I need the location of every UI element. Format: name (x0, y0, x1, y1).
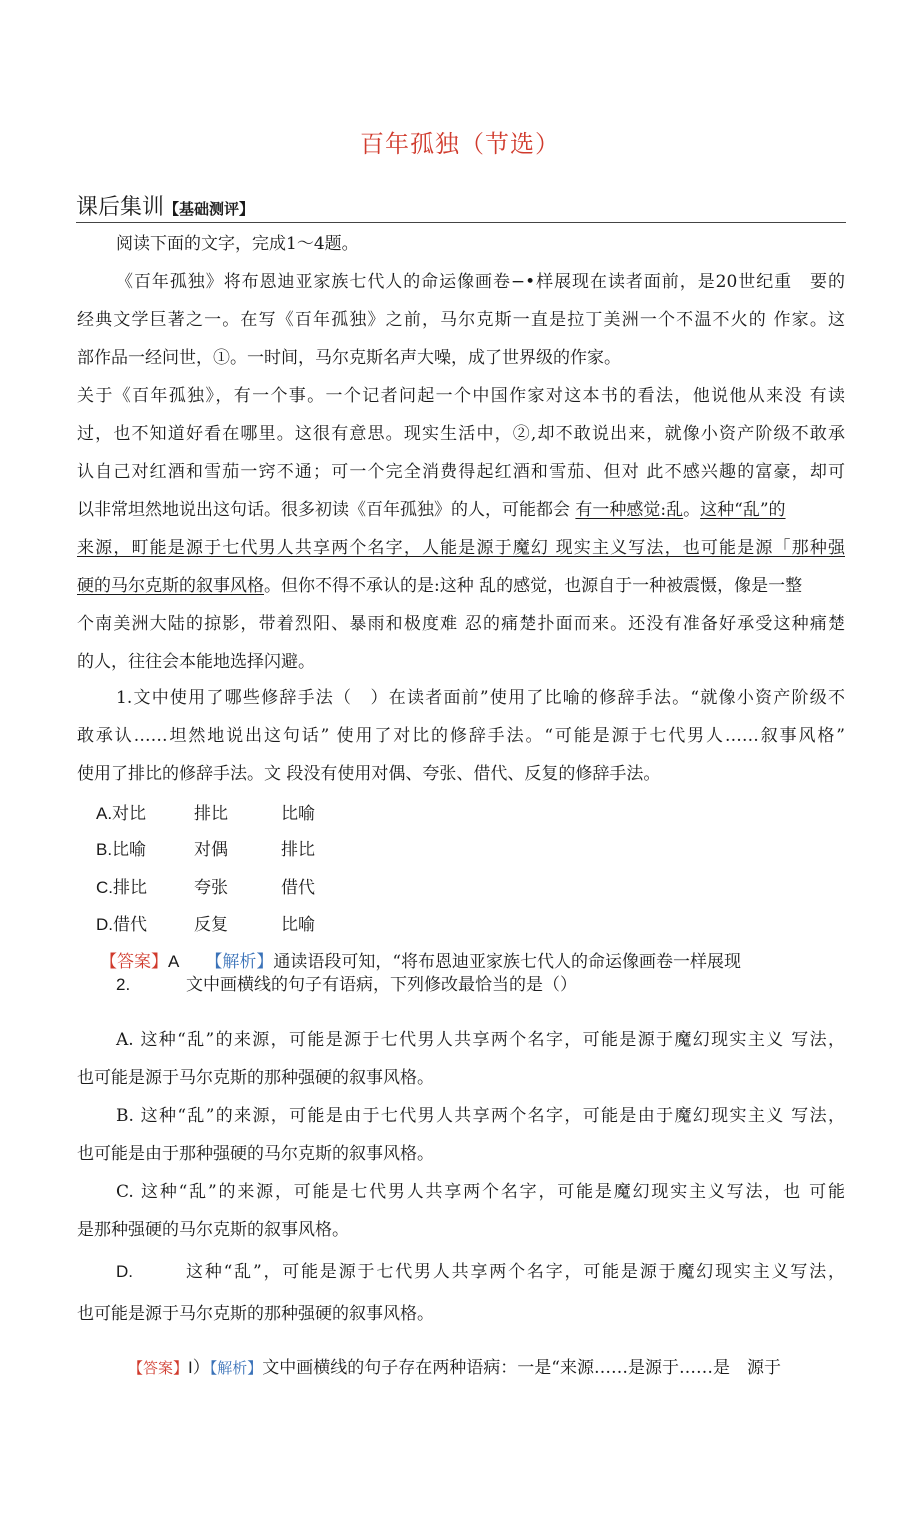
analysis-text: 文中画横线的句子存在两种语病：一是“来源……是源于……是 源于 (262, 1358, 781, 1378)
answer-value: I） (188, 1358, 210, 1377)
underlined-sentence: 这种“乱”的 (700, 500, 786, 520)
option-b-text: 也可能是由于那种强硬的马尔克斯的叙事风格。 (77, 1144, 434, 1164)
answer-value: A (168, 952, 180, 971)
option-a-item: 比喻 (281, 804, 315, 824)
passage-line (77, 574, 845, 598)
section-subtitle: 【基础测评】 (164, 200, 255, 218)
section-header (76, 190, 846, 223)
option-d-label: D.借代 (96, 915, 147, 934)
passage-line: 部作品一经问世，①。一时间，马尔克斯名声大噪，成了世界级的作家。 (77, 348, 621, 368)
passage-line: 认自己对红酒和雪茄一窍不通；可一个完全消费得起红酒和雪茄、但对 此不感兴趣的富豪，却可 (77, 462, 845, 482)
option-d-item: 比喻 (281, 915, 315, 935)
question-1-stem: 1.文中使用了哪些修辞手法（ ）在读者面前”使用了比喻的修辞手法。“就像小资产阶级不 (116, 688, 845, 708)
option-b-item: 排比 (281, 840, 315, 860)
option-d-label: D. (116, 1262, 133, 1281)
page-title: 百年孤独（节选） (360, 130, 560, 158)
answer-line-2 (128, 1356, 781, 1380)
analysis-tag: 【解析】 (205, 952, 274, 972)
question-2-number: 2. (116, 975, 131, 994)
option-a-item: 排比 (194, 804, 228, 824)
option-b-item: 对偶 (194, 840, 228, 860)
option-c-item: 夸张 (194, 878, 228, 898)
question-1-stem: 使用了排比的修辞手法。文 段没有使用对偶、夸张、借代、反复的修辞手法。 (77, 764, 661, 784)
passage-line: 个南美洲大陆的掠影，带着烈阳、暴雨和极度难 忍的痛楚扑面而来。还没有准备好承受这种痛楚 (77, 614, 845, 634)
reading-instruction: 阅读下面的文字，完成1〜4题。 (116, 234, 359, 254)
passage-text: 。 (683, 500, 701, 520)
answer-tag: 【答案】 (128, 1359, 189, 1377)
option-a-label: A.对比 (96, 804, 147, 823)
question-1-stem: 敢承认……坦然地说出这句话” 使用了对比的修辞手法。“可能是源于七代男人……叙事风格” (77, 726, 845, 746)
underlined-sentence: 硬的马尔克斯的叙事风格 (77, 576, 264, 596)
answer-line-1 (100, 950, 741, 974)
passage-text: 。但你不得不承认的是:这种 乱的感觉，也源自于一种被震慑，像是一整 (264, 576, 803, 596)
option-c-text: C. 这种“乱”的来源，可能是七代男人共享两个名字，可能是魔幻现实主义写法，也 可能 (116, 1182, 845, 1202)
option-d-text: 这种“乱”，可能是源于七代男人共享两个名字，可能是源于魔幻现实主义写法， (186, 1262, 845, 1282)
option-d-item: 反复 (194, 915, 228, 935)
passage-line: 关于《百年孤独》，有一个事。一个记者问起一个中国作家对这本书的看法，他说他从来没 有读 (77, 386, 845, 406)
option-c-text: 是那种强硬的马尔克斯的叙事风格。 (77, 1220, 349, 1240)
section-title: 课后集训 (76, 195, 165, 220)
option-b-text: B. 这种“乱”的来源，可能是由于七代男人共享两个名字，可能是由于魔幻现实主义 写法， (116, 1106, 845, 1126)
passage-line: 的人，往往会本能地选择闪避。 (77, 652, 315, 672)
answer-tag: 【答案】 (100, 952, 168, 972)
passage-line: 过，也不知道好看在哪里。这很有意思。现实生活中，②,却不敢说出来，就像小资产阶级不敢承 (77, 424, 845, 444)
analysis-text: 通读语段可知，“将布恩迪亚家族七代人的命运像画卷一样展现 (273, 952, 742, 972)
question-2-stem: 文中画横线的句子有语病，下列修改最恰当的是（） (186, 975, 577, 995)
option-c-label: C.排比 (96, 878, 147, 897)
passage-line: 《百年孤独》将布恩迪亚家族七代人的命运像画卷−•样展现在读者面前，是20世纪重 要的 (116, 272, 845, 292)
option-d-text: 也可能是源于马尔克斯的那种强硬的叙事风格。 (77, 1304, 434, 1324)
option-a-text: 也可能是源于马尔克斯的那种强硬的叙事风格。 (77, 1068, 434, 1088)
analysis-tag: 【解析】 (209, 1359, 263, 1377)
underlined-sentence: 来源，町能是源于七代男人共享两个名字，人能是源于魔幻 现实主义写法，也可能是源「那种强 (77, 538, 845, 558)
option-c-item: 借代 (281, 878, 315, 898)
underlined-text: 有一种感觉:乱 (575, 500, 684, 520)
passage-line (77, 498, 845, 522)
option-b-label: B.比喻 (96, 840, 147, 859)
passage-line: 经典文学巨著之一。在写《百年孤独》之前，马尔克斯一直是拉丁美洲一个不温不火的 作家。这 (77, 310, 845, 330)
option-a-text: A. 这种“乱”的来源，可能是源于七代男人共享两个名字，可能是源于魔幻现实主义 写法， (116, 1030, 845, 1050)
passage-text: 以非常坦然地说出这句话。很多初读《百年孤独》的人，可能都会 (77, 500, 576, 520)
